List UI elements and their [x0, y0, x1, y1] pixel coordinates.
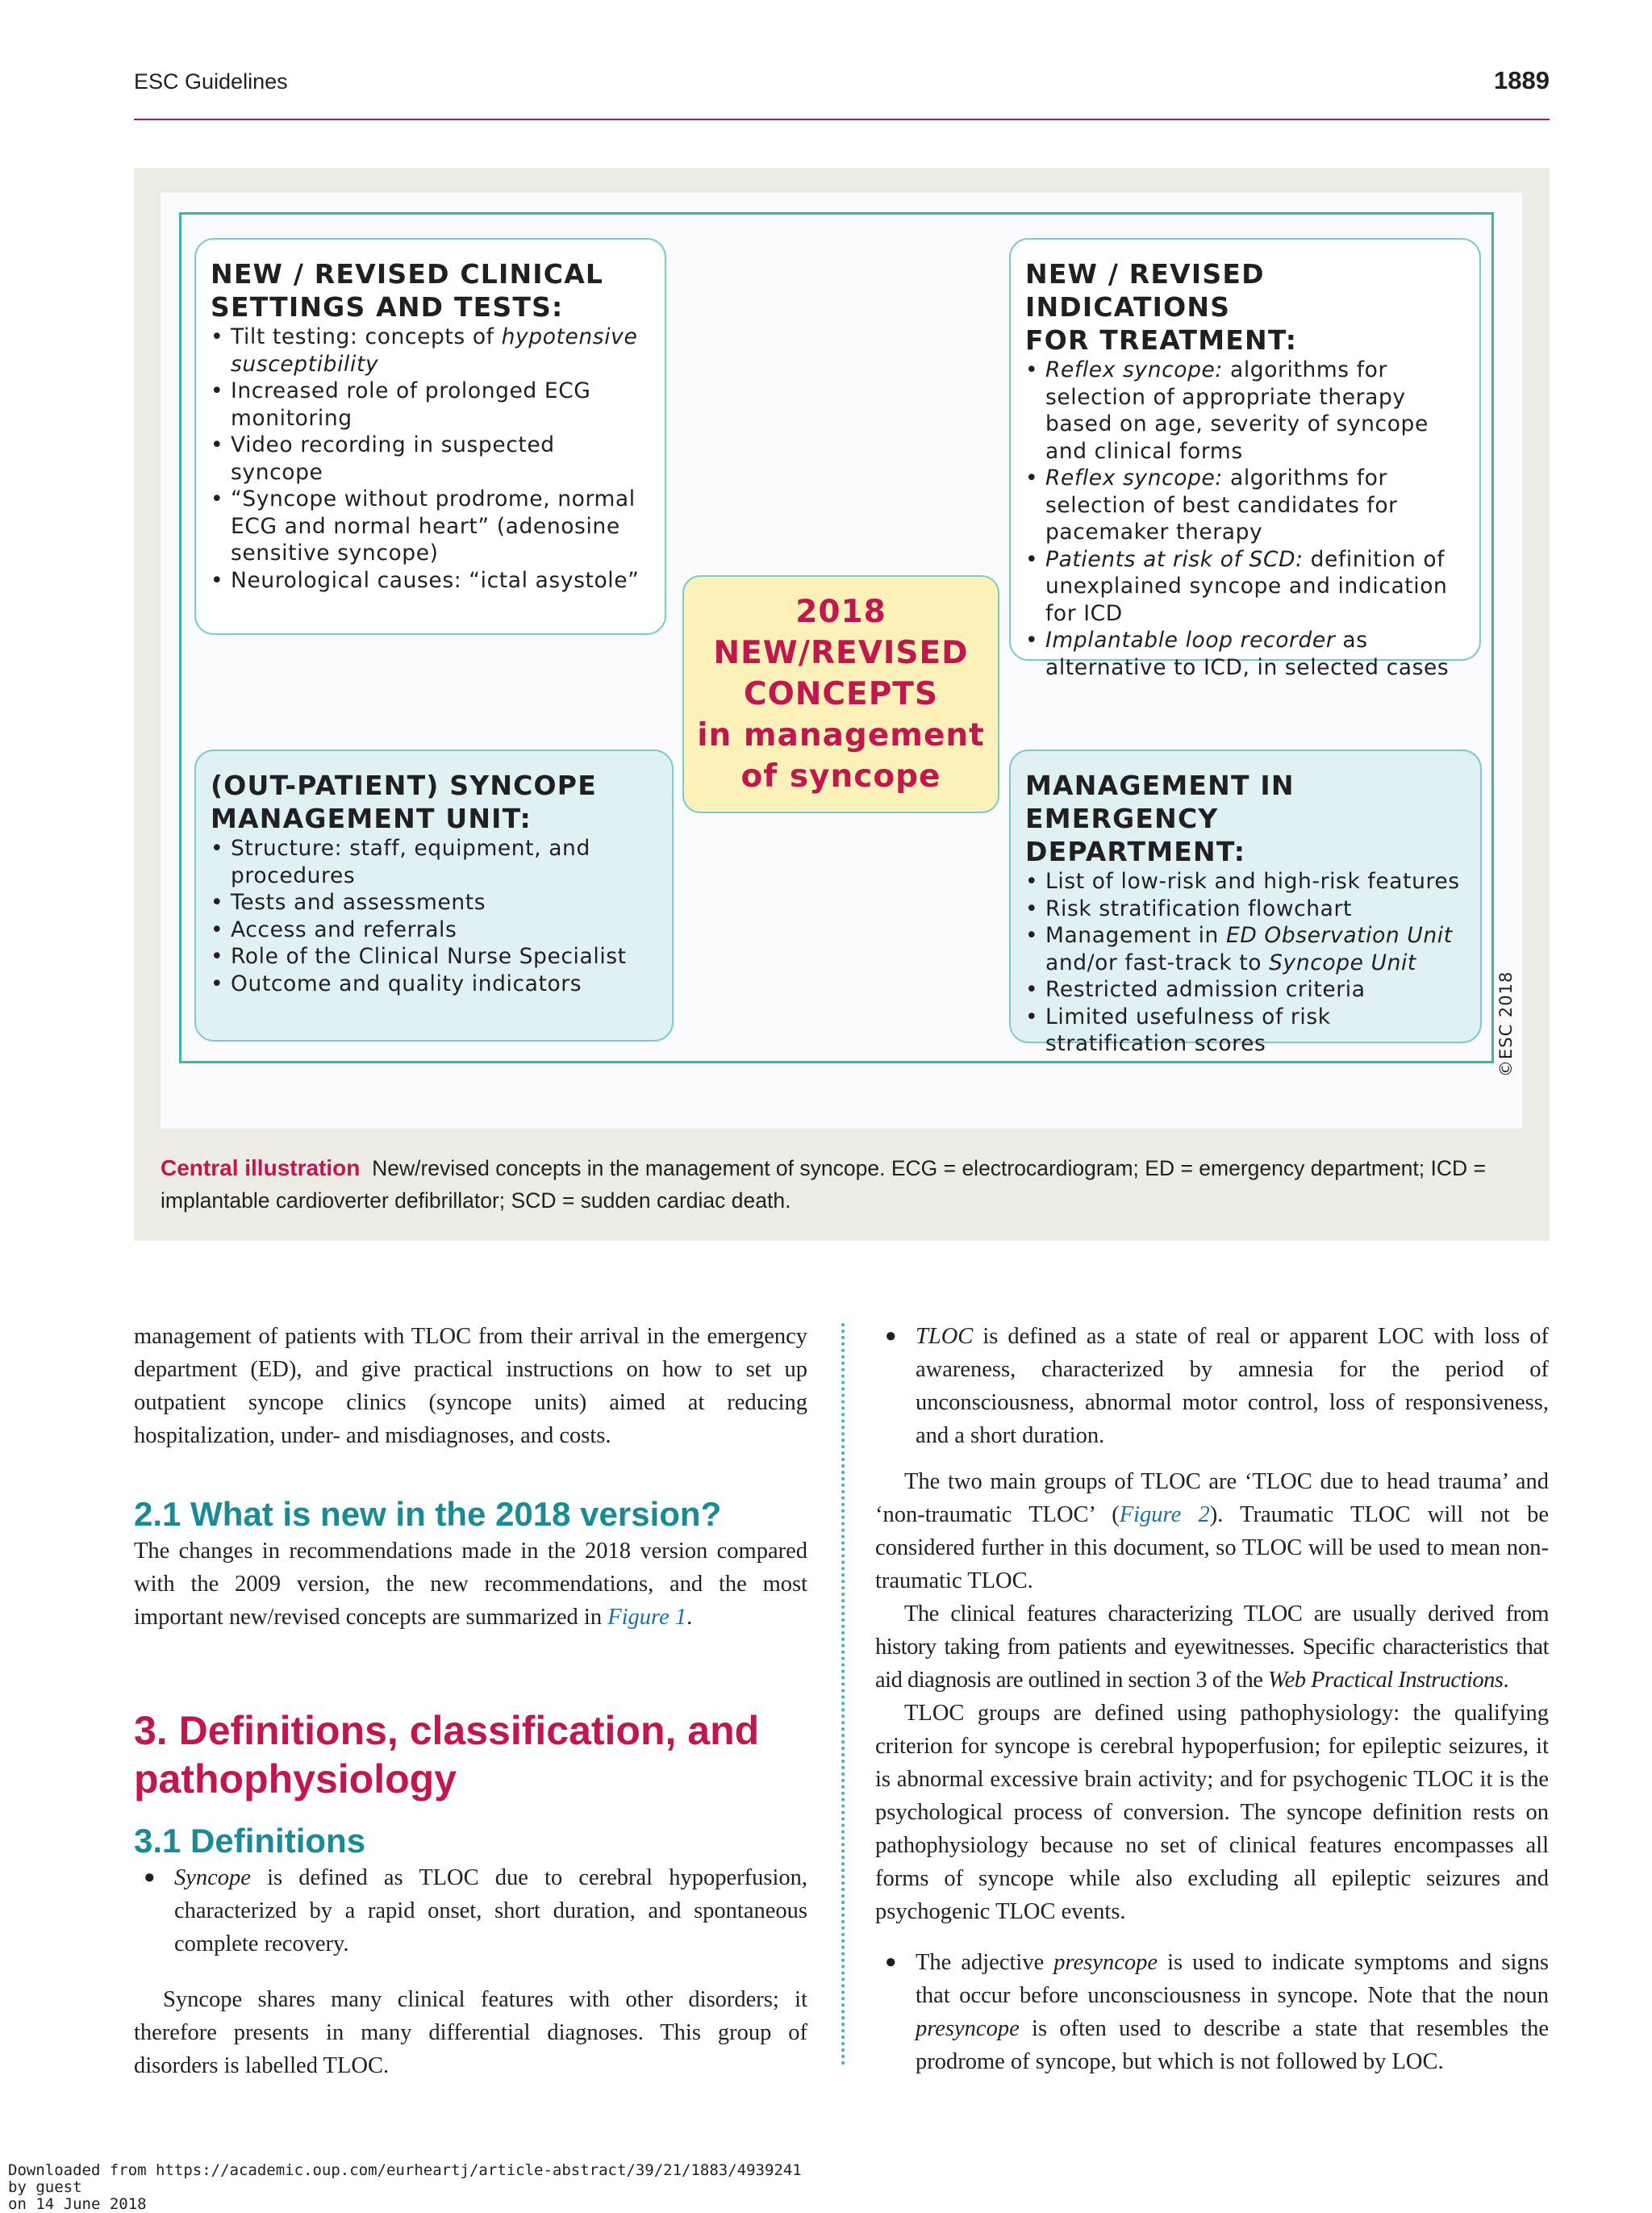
list-item: • Risk stratification flowchart — [1025, 896, 1352, 921]
central-concept-box — [682, 575, 999, 813]
center-line: in management — [697, 717, 985, 754]
right-column — [875, 1320, 1549, 2078]
list-item: ● Syncope is defined as TLOC due to cerebral hypoperfusion, characterized by a rapid onset, short duration, and spontaneous complete recovery. — [144, 1865, 807, 1956]
treatment-indications-box — [1009, 238, 1481, 680]
list-item: • Tilt testing: concepts of hypotensive susceptibility — [211, 324, 638, 377]
list-item: • Outcome and quality indicators — [211, 971, 582, 996]
list-item: • “Syncope without prodrome, normal ECG and normal heart” (adenosine sensitive syncope) — [211, 486, 636, 566]
section-heading-3-1: 3.1 Definitions — [134, 1822, 366, 1860]
paragraph: The clinical features characterizing TLOC are usually derived from history taking from patients and eyewitnesses. Specific characteristics that aid diagnosis are outlined in section 3 of the Web Practical Instructions. — [875, 1601, 1549, 1693]
footer-line: Downloaded from https://academic.oup.com/eurheartj/article-abstract/39/21/1883/4939241 — [8, 2161, 802, 2179]
syncope-unit-box — [194, 749, 674, 1042]
download-footer — [8, 2162, 802, 2213]
list-item: • Structure: staff, equipment, and procedures — [211, 836, 590, 888]
running-header-journal: ESC Guidelines — [134, 69, 288, 94]
copyright-notice — [1496, 1061, 1516, 1077]
paragraph: The two main groups of TLOC are ‘TLOC due to head trauma’ and ‘non-traumatic TLOC’ (Figure 2). Traumatic TLOC will not be considered further in this document, so TLOC will be used to mean non-traumatic TLOC. — [875, 1469, 1549, 1593]
paragraph: management of patients with TLOC from their arrival in the emergency department (ED), and give practical instructions on how to set up outpatient syncope clinics (syncope units) aimed at reducing hospitalization, under- and misdiagnoses, and costs. — [134, 1324, 807, 1448]
figure-caption — [161, 1152, 1532, 1217]
left-column — [134, 1320, 807, 2082]
list-item: • List of low-risk and high-risk features — [1025, 869, 1460, 894]
list-item: • Increased role of prolonged ECG monitoring — [211, 378, 591, 431]
list-item: • Restricted admission criteria — [1025, 977, 1366, 1002]
center-line: 2018 — [795, 594, 886, 630]
list-item: • Implantable loop recorder as alternative to ICD, in selected cases — [1025, 628, 1450, 680]
list-item: ● TLOC is defined as a state of real or apparent LOC with loss of awareness, characterized by amnesia for the period of unconsciousness, abnormal motor control, loss of responsiveness, and a short duration. — [885, 1324, 1549, 1448]
list-item: • Neurological causes: “ictal asystole” — [211, 567, 640, 593]
list-item: • Management in ED Observation Unit and/or fast-track to Syncope Unit — [1025, 923, 1453, 975]
list-item: • Tests and assessments — [211, 890, 486, 915]
list-item: ● The adjective presyncope is used to indicate symptoms and signs that occur before unconsciousness in syncope. Note that the noun presyncope is often used to describe a state that resembles the prodrome of syncope, but which is not followed by LOC. — [885, 1950, 1549, 2074]
paragraph: Syncope shares many clinical features with other disorders; it therefore presents in many differential diagnoses. This group of disorders is labelled TLOC. — [134, 1987, 807, 2078]
list-item: • Video recording in suspected syncope — [211, 432, 555, 485]
paragraph: TLOC groups are defined using pathophysiology: the qualifying criterion for syncope is cerebral hypoperfusion; for epileptic seizures, it is abnormal excessive brain activity; and for psychogenic TLOC it is the psychological process of conversion. The syncope definition rests on pathophysiology because no set of clinical features encompasses all forms of syncope while also excluding all epileptic seizures and psychogenic TLOC events. — [875, 1701, 1549, 1924]
section-heading-2-1: 2.1 What is new in the 2018 version? — [134, 1495, 722, 1533]
page-number: 1889 — [1494, 66, 1550, 94]
list-item: • Role of the Clinical Nurse Specialist — [211, 944, 627, 969]
footer-line: on 14 June 2018 — [8, 2195, 147, 2213]
emergency-department-box — [1009, 749, 1482, 1056]
clinical-settings-title: NEW / REVISED CLINICAL SETTINGS AND TESTS: — [211, 258, 604, 323]
syncope-unit-title: (OUT-PATIENT) SYNCOPE MANAGEMENT UNIT: — [211, 770, 597, 834]
list-item: • Patients at risk of SCD: definition of unexplained syncope and indication for ICD — [1025, 546, 1448, 626]
list-item: • Limited usefulness of risk stratification scores — [1025, 1004, 1331, 1056]
footer-line: by guest — [8, 2178, 82, 2196]
center-line: NEW/REVISED — [713, 635, 969, 671]
emergency-department-title: MANAGEMENT IN EMERGENCY DEPARTMENT: — [1025, 770, 1295, 867]
column-divider — [841, 1323, 845, 2065]
center-line: CONCEPTS — [744, 676, 938, 712]
clinical-settings-box — [194, 238, 666, 635]
treatment-indications-title: NEW / REVISED INDICATIONS FOR TREATMENT: — [1025, 258, 1298, 356]
caption-text: New/revised concepts in the management of syncope. ECG = electrocardiogram; ED = emergency department; ICD = implantable cardioverter defibrillator; SCD = sudden cardiac death. — [161, 1156, 1486, 1213]
list-item: • Reflex syncope: algorithms for selection of appropriate therapy based on age, severity of syncope and clinical forms — [1025, 357, 1429, 464]
caption-label: Central illustration — [161, 1155, 361, 1180]
figure-2-link[interactable]: Figure 2 — [1119, 1502, 1210, 1527]
section-heading-3: 3. Definitions, classification, and pathophysiology — [134, 1708, 760, 1802]
center-line: of syncope — [740, 758, 941, 795]
list-item: • Reflex syncope: algorithms for selection of best candidates for pacemaker therapy — [1025, 466, 1398, 545]
list-item: • Access and referrals — [211, 917, 457, 942]
figure-1-link[interactable]: Figure 1 — [607, 1605, 687, 1630]
paragraph: The changes in recommendations made in the 2018 version compared with the 2009 version, the new recommendations, and the most important new/revised concepts are summarized in Figure 1. — [134, 1539, 807, 1630]
header-rule — [134, 119, 1550, 120]
